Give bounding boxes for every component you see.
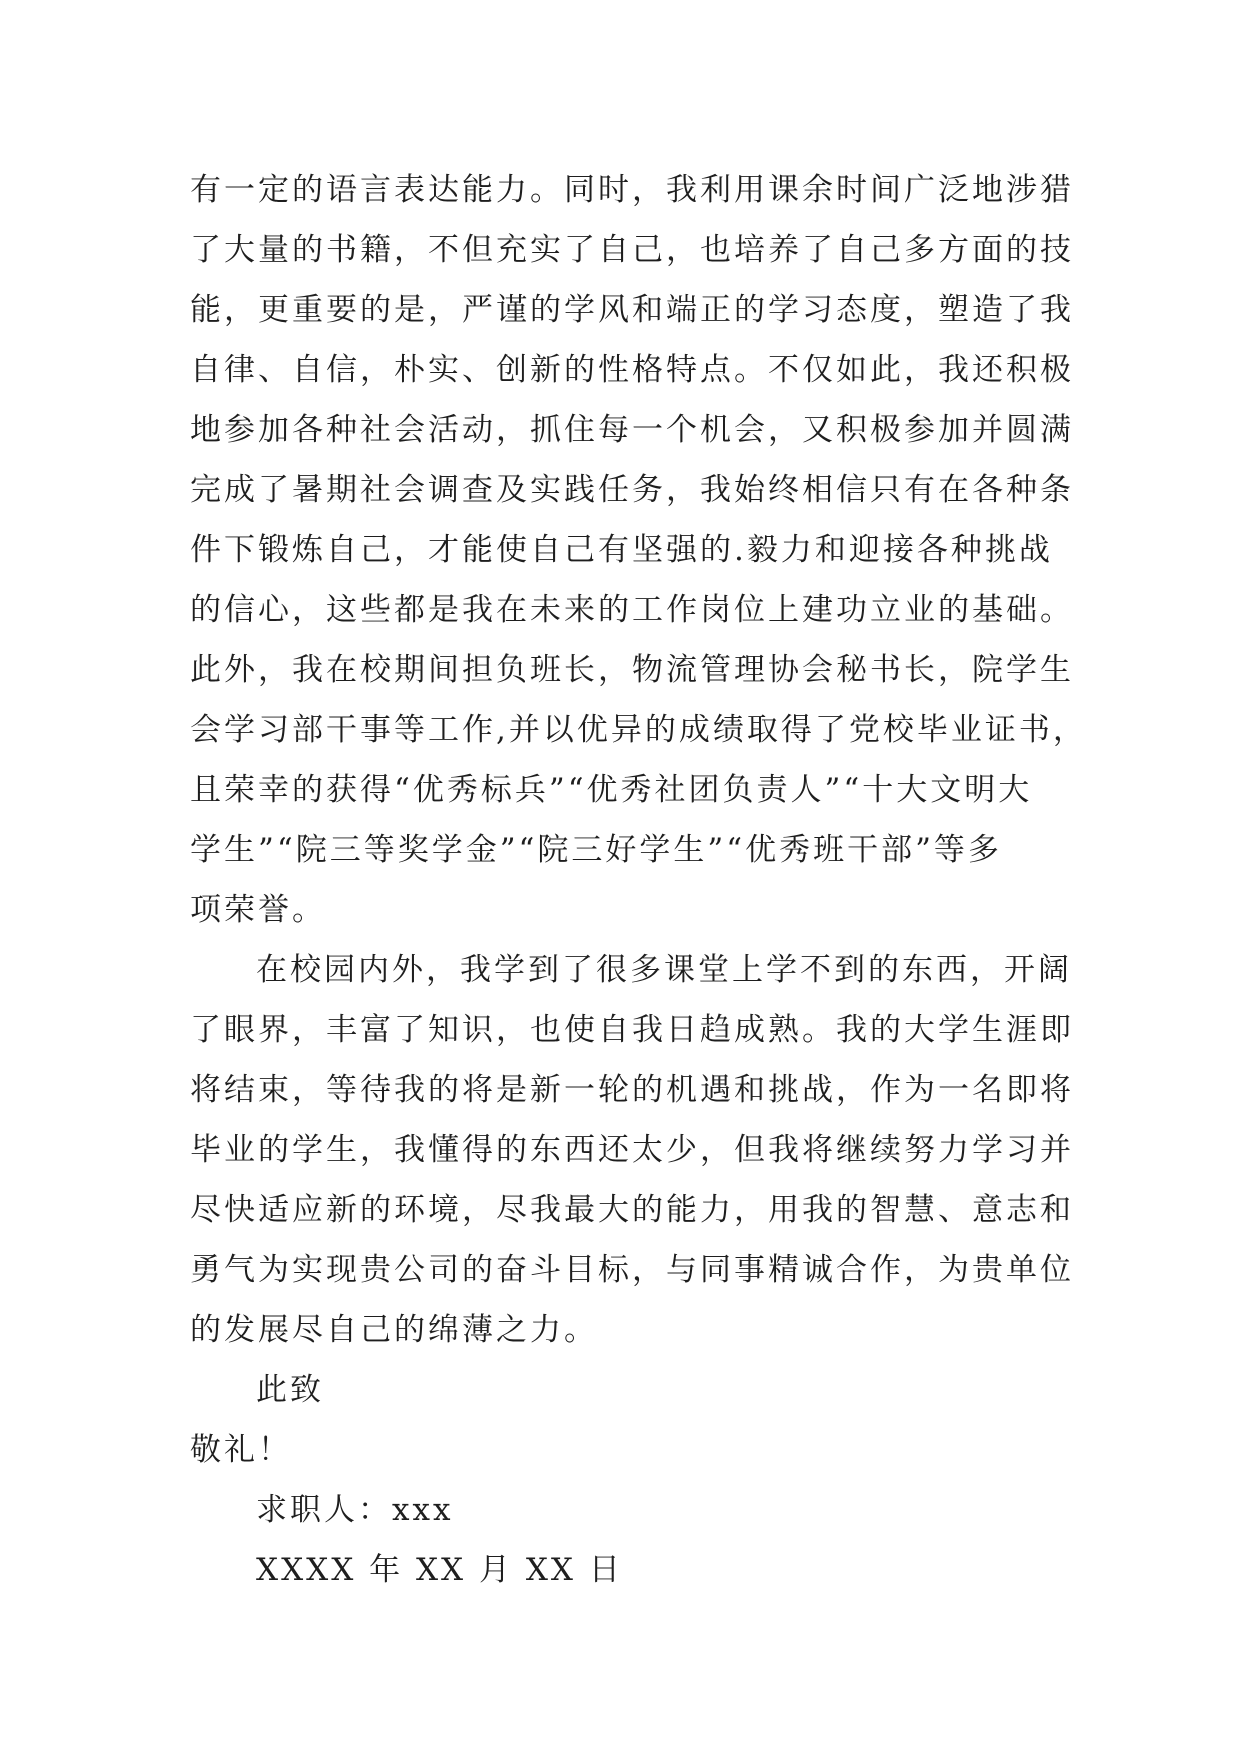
text-line: 完成了暑期社会调查及实践任务，我始终相信只有在各种条 (190, 472, 1074, 508)
text-line: 尽快适应新的环境，尽我最大的能力，用我的智慧、意志和 (190, 1192, 1074, 1228)
text-line: 将结束，等待我的将是新一轮的机遇和挑战，作为一名即将 (190, 1072, 1074, 1108)
text-line: 能，更重要的是，严谨的学风和端正的学习态度，塑造了我 (190, 292, 1074, 328)
paragraph-start-line: 在校园内外，我学到了很多课堂上学不到的东西，开阔 (256, 952, 1072, 988)
closing-regards: 敬礼！ (190, 1432, 292, 1468)
letter-body (190, 160, 1087, 1600)
text-line: 毕业的学生，我懂得的东西还太少，但我将继续努力学习并 (190, 1132, 1074, 1168)
text-line: 有一定的语言表达能力。同时，我利用课余时间广泛地涉猎 (190, 172, 1074, 208)
text-line: 勇气为实现贵公司的奋斗目标，与同事精诚合作，为贵单位 (190, 1252, 1074, 1288)
text-line: 的信心，这些都是我在未来的工作岗位上建功立业的基础。 (190, 592, 1074, 628)
applicant-signature: 求职人：xxx (256, 1492, 454, 1528)
closing-salutation: 此致 (256, 1372, 324, 1408)
text-line: 此外，我在校期间担负班长，物流管理协会秘书长，院学生 (190, 652, 1074, 688)
text-line: 的发展尽自己的绵薄之力。 (190, 1312, 598, 1348)
text-line: 学生”“院三等奖学金”“院三好学生”“优秀班干部”等多 (190, 832, 1002, 868)
letter-date: XXXX 年 XX 月 XX 日 (256, 1552, 623, 1588)
text-line: 会学习部干事等工作,并以优异的成绩取得了党校毕业证书， (190, 712, 1087, 748)
text-line: 自律、自信，朴实、创新的性格特点。不仅如此，我还积极 (190, 352, 1074, 388)
text-line: 地参加各种社会活动，抓住每一个机会，又积极参加并圆满 (190, 412, 1074, 448)
text-line: 且荣幸的获得“优秀标兵”“优秀社团负责人”“十大文明大 (190, 772, 1033, 808)
text-line: 了眼界，丰富了知识，也使自我日趋成熟。我的大学生涯即 (190, 1012, 1074, 1048)
text-line: 件下锻炼自己，才能使自己有坚强的.毅力和迎接各种挑战 (190, 532, 1053, 568)
text-line: 了大量的书籍，不但充实了自己，也培养了自己多方面的技 (190, 232, 1074, 268)
text-line: 项荣誉。 (190, 892, 326, 928)
